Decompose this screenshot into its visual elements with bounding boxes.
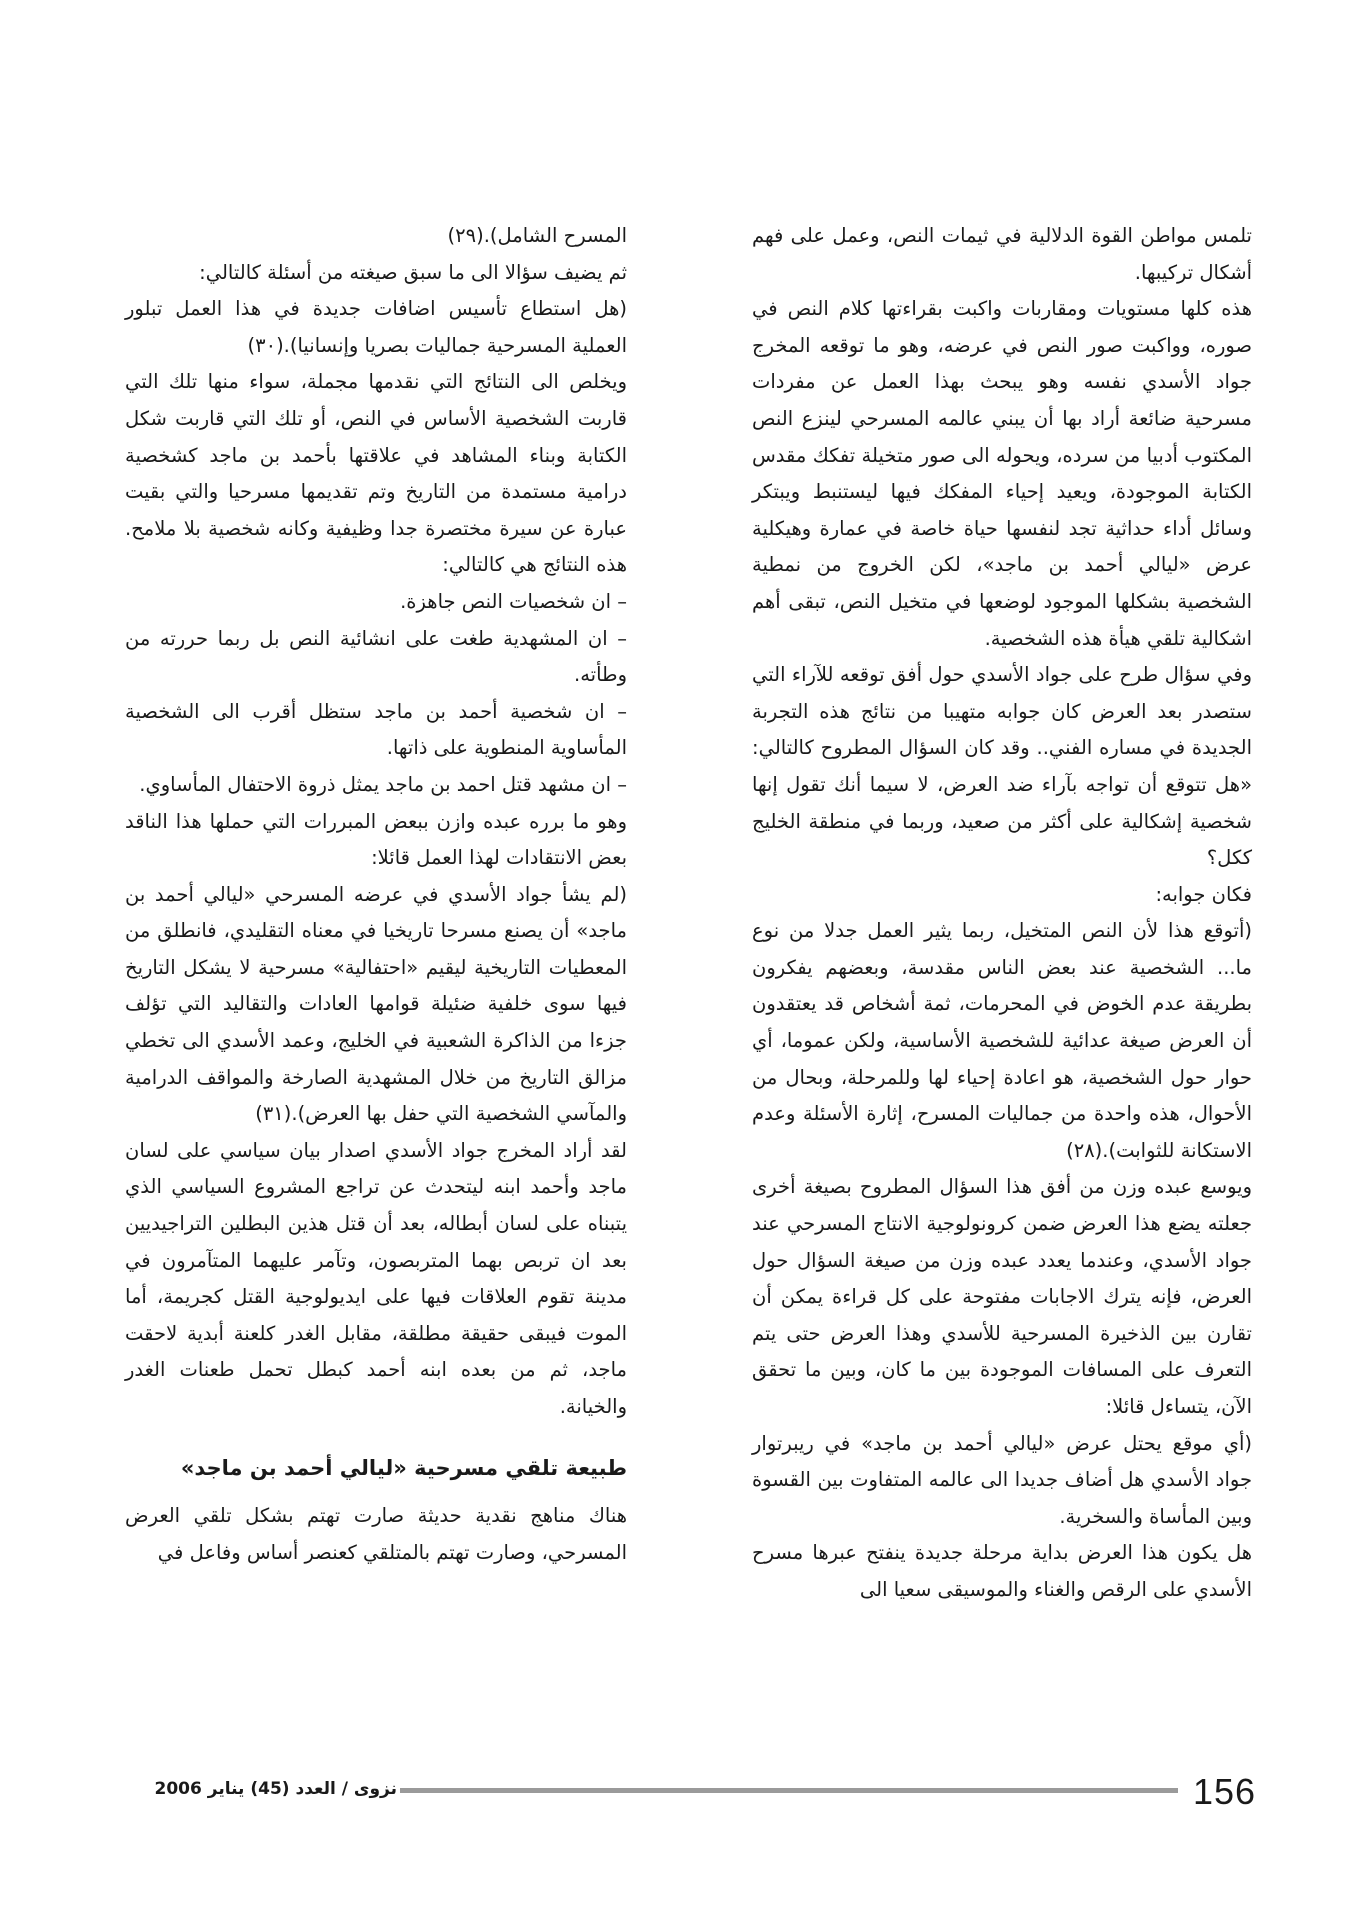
paragraph: تلمس مواطن القوة الدلالية في ثيمات النص، وعمل على فهم أشكال تركيبها.	[752, 224, 1252, 284]
paragraph: هناك مناهج نقدية حديثة صارت تهتم بشكل تلقي العرض المسرحي، وصارت تهتم بالمتلقي كعنصر أساس وفاعل في	[125, 1504, 627, 1564]
paragraph: ثم يضيف سؤالا الى ما سبق صيغته من أسئلة كالتالي:	[199, 260, 627, 284]
paragraph: (أي موقع يحتل عرض «ليالي أحمد بن ماجد» في ريبرتوار جواد الأسدي هل أضاف جديدا الى عالمه المتفاوت بين القسوة وبين المأساة والسخرية.	[752, 1431, 1252, 1528]
footer-divider	[400, 1788, 1178, 1793]
paragraph: – ان شخصيات النص جاهزة.	[400, 589, 627, 613]
paragraph: – ان شخصية أحمد بن ماجد ستظل أقرب الى الشخصية المأساوية المنطوية على ذاتها.	[125, 699, 627, 760]
paragraph: هذه كلها مستويات ومقاربات واكبت بقراءتها كلام النص في صوره، وواكبت صور النص في عرضه، وهو ما توقعه المخرج جواد الأسدي نفسه وهو يبحث بهذا العمل عن مفردات مسرحية ضائعة أراد بها أن يبني عالمه المسرحي لينزع النص المكتوب أدبيا من سرده، ويحوله الى صور متخيلة تفكك مقدس الكتابة الموجودة، ويعيد إحياء المفكك فيها ليستنبط ويبتكر وسائل أداء حداثية تجد لنفسها حياة خاصة في عمارة وهيكلية عرض «ليالي أحمد بن ماجد»، لكن الخروج من نمطية الشخصية بشكلها الموجود لوضعها في متخيل النص، تبقى أهم اشكالية تلقي هيأة هذه الشخصية.	[752, 297, 1252, 650]
paragraph: وفي سؤال طرح على جواد الأسدي حول أفق توقعه للآراء التي ستصدر بعد العرض كان جوابه متهيبا من نتائج هذه التجربة الجديدة في مساره الفني.. وقد كان السؤال المطروح كالتالي: «هل تتوقع أن تواجه بآراء ضد العرض، لا سيما أنك تقول إنها شخصية إشكالية على أكثر من صعيد، وربما في منطقة الخليج ككل؟	[752, 663, 1252, 870]
paragraph: – ان المشهدية طغت على انشائية النص بل ربما حررته من وطأته.	[125, 626, 627, 687]
paragraph: هل يكون هذا العرض بداية مرحلة جديدة ينفتح عبرها مسرح الأسدي على الرقص والغناء والموسيقى سعيا الى	[752, 1541, 1252, 1601]
right-text-column	[752, 218, 1252, 1609]
paragraph: المسرح الشامل).(٢٩)	[447, 224, 627, 247]
paragraph: (أتوقع هذا لأن النص المتخيل، ربما يثير العمل جدلا من نوع ما... الشخصية عند بعض الناس مقدسة، وبعضهم يفكرون بطريقة عدم الخوض في المحرمات، ثمة أشخاص قد يعتقدون أن العرض صيغة عدائية للشخصية الأساسية، ولكن عموما، أي حوار حول الشخصية، هو اعادة إحياء لها وللمرحلة، وبحال من الأحوال، هذه واحدة من جماليات المسرح، إثارة الأسئلة وعدم الاستكانة للثوابت).(٢٨)	[752, 919, 1252, 1162]
paragraph: (هل استطاع تأسيس اضافات جديدة في هذا العمل تبلور العملية المسرحية جماليات بصريا وإنسانيا).(٣٠)	[125, 297, 627, 357]
paragraph: فكان جوابه:	[1155, 882, 1252, 906]
paragraph: ويوسع عبده وزن من أفق هذا السؤال المطروح بصيغة أخرى جعلته يضع هذا العرض ضمن كرونولوجية الانتاج المسرحي عند جواد الأسدي، وعندما يعدد عبده وزن من صيغة السؤال حول العرض، فإنه يترك الاجابات مفتوحة على كل قراءة يمكن أن تقارن بين الذخيرة المسرحية للأسدي وهذا العرض حتى يتم التعرف على المسافات الموجودة بين ما كان، وبين ما تحقق الآن، يتساءل قائلا:	[752, 1175, 1252, 1418]
paragraph: (لم يشأ جواد الأسدي في عرضه المسرحي «ليالي أحمد بن ماجد» أن يصنع مسرحا تاريخيا في معناه التقليدي، فانطلق من المعطيات التاريخية ليقيم «احتفالية» مسرحية لا يشكل التاريخ فيها سوى خلفية ضئيلة قوامها العادات والتقاليد التي تؤلف جزءا من الذاكرة الشعبية في الخليج، وعمد الأسدي الى تخطي مزالق التاريخ من خلال المشهدية الصارخة والمواقف الدرامية والمآسي الشخصية التي حفل بها العرض).(٣١)	[125, 882, 627, 1126]
section-heading: طبيعة تلقي مسرحية «ليالي أحمد بن ماجد»	[180, 1455, 627, 1480]
left-text-column	[125, 218, 627, 1571]
paragraph: ويخلص الى النتائج التي نقدمها مجملة، سواء منها تلك التي قاربت الشخصية الأساس في النص، أو تلك التي قاربت شكل الكتابة وبناء المشاهد في علاقتها بأحمد بن ماجد كشخصية درامية مستمدة من التاريخ وتم تقديمها مسرحيا والتي بقيت عبارة عن سيرة مختصرة جدا وظيفية وكانه شخصية بلا ملامح. هذه النتائج هي كالتالي:	[125, 370, 627, 577]
journal-info: نزوى / العدد (45) يناير 2006	[154, 1779, 397, 1799]
paragraph: – ان مشهد قتل احمد بن ماجد يمثل ذروة الاحتفال المأساوي.	[139, 772, 627, 796]
page-number: 156	[1193, 1771, 1257, 1812]
paragraph: لقد أراد المخرج جواد الأسدي اصدار بيان سياسي على لسان ماجد وأحمد ابنه ليتحدث عن تراجع المشروع السياسي الذي يتبناه على لسان أبطاله، بعد أن قتل هذين البطلين التراجيديين بعد ان تربص بهما المتربصون، وتآمر عليهما المتآمرون في مدينة تقوم العلاقات فيها على ايديولوجية القتل كجريمة، أما الموت فيبقى حقيقة مطلقة، مقابل الغدر كلعنة أبدية لاحقت ماجد، ثم من بعده ابنه أحمد كبطل تحمل طعنات الغدر والخيانة.	[125, 1138, 627, 1418]
paragraph: وهو ما برره عبده وازن ببعض المبررات التي حملها هذا الناقد بعض الانتقادات لهذا العمل قائلا:	[125, 809, 627, 870]
